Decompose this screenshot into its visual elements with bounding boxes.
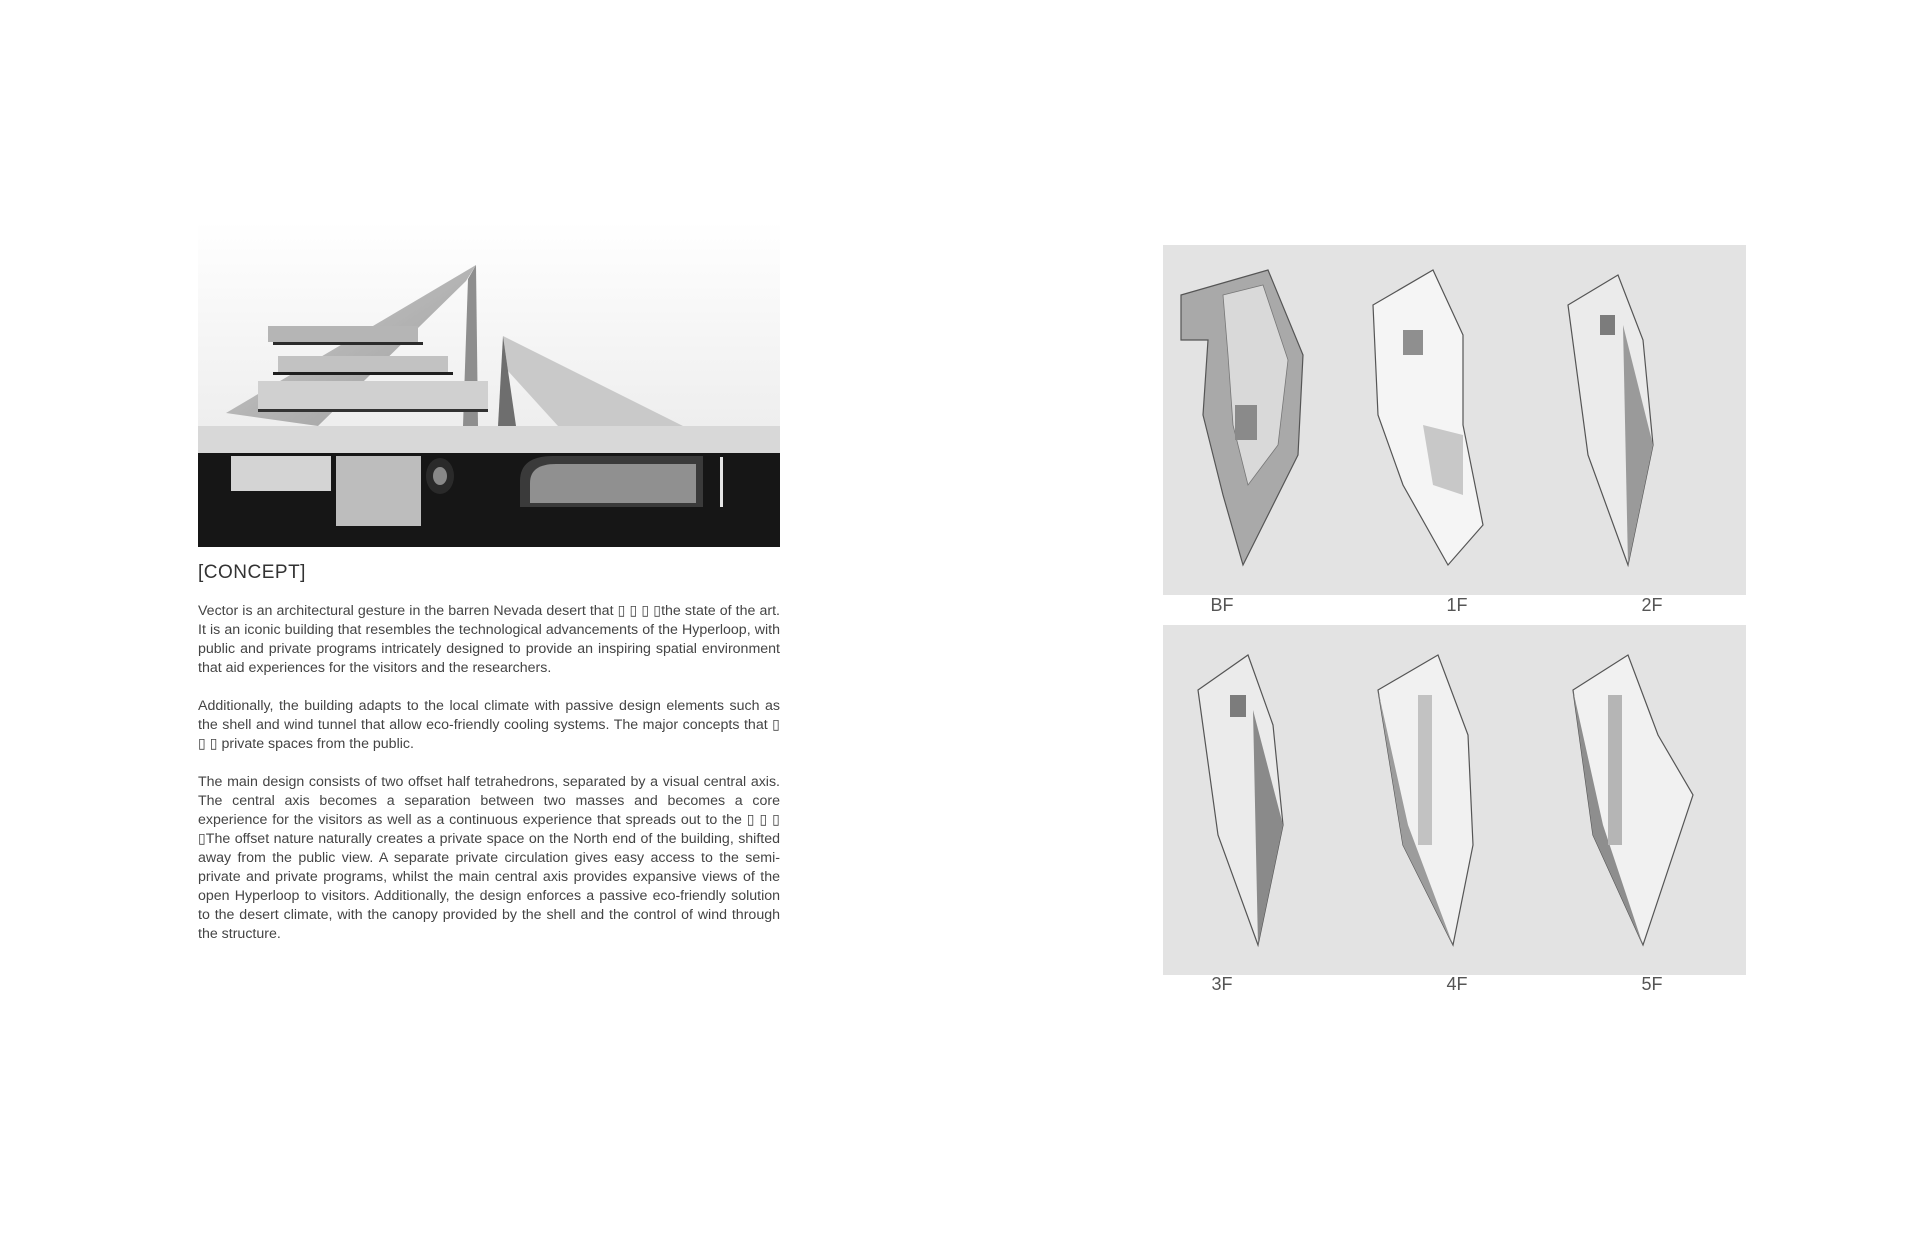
floor-plans-top-panel	[1163, 245, 1746, 595]
concept-paragraph-2: Additionally, the building adapts to the local climate with passive design elements such as the shell and wind tunnel that allow eco-friendly cooling systems. The major concepts that ▯ ▯ ▯ private spaces from the public.	[198, 698, 780, 752]
floor-label-2f: 2F	[1641, 595, 1663, 615]
floor-label-4f: 4F	[1446, 974, 1468, 994]
floor-label-3f: 3F	[1211, 974, 1233, 994]
concept-paragraph-3: The main design consists of two offset half tetrahedrons, separated by a visual central axis. The central axis becomes a separation between two masses and becomes a core experience for the visitors as well as a continuous experience that spreads out to the ▯ ▯ ▯ ▯The offset nature naturally creates a private space on the North end of the building, shifted away from the public view. A separate private circulation gives easy access to the semi-private and private programs, whilst the main central axis provides expansive views of the open Hyperloop to visitors. Additionally, the design enforces a passive eco-friendly solution to the desert climate, with the canopy provided by the shell and the control of wind through the structure.	[198, 774, 780, 942]
floor-label-5f: 5F	[1641, 974, 1663, 994]
floor-plans-bottom-panel	[1163, 625, 1746, 975]
concept-heading: [CONCEPT]	[198, 562, 306, 583]
concept-body	[198, 602, 780, 963]
floor-label-bf: BF	[1210, 595, 1234, 615]
building-section-image	[198, 221, 780, 547]
concept-paragraph-1: Vector is an architectural gesture in the barren Nevada desert that ▯ ▯ ▯ ▯the state of the art. It is an iconic building that resembles the technological advancements of the Hyperloop, with public and private programs intricately designed to provide an inspiring spatial environment that aid experiences for the visitors and the researchers.	[198, 603, 780, 676]
plan-1f	[1373, 270, 1483, 565]
floor-label-1f: 1F	[1446, 595, 1468, 615]
